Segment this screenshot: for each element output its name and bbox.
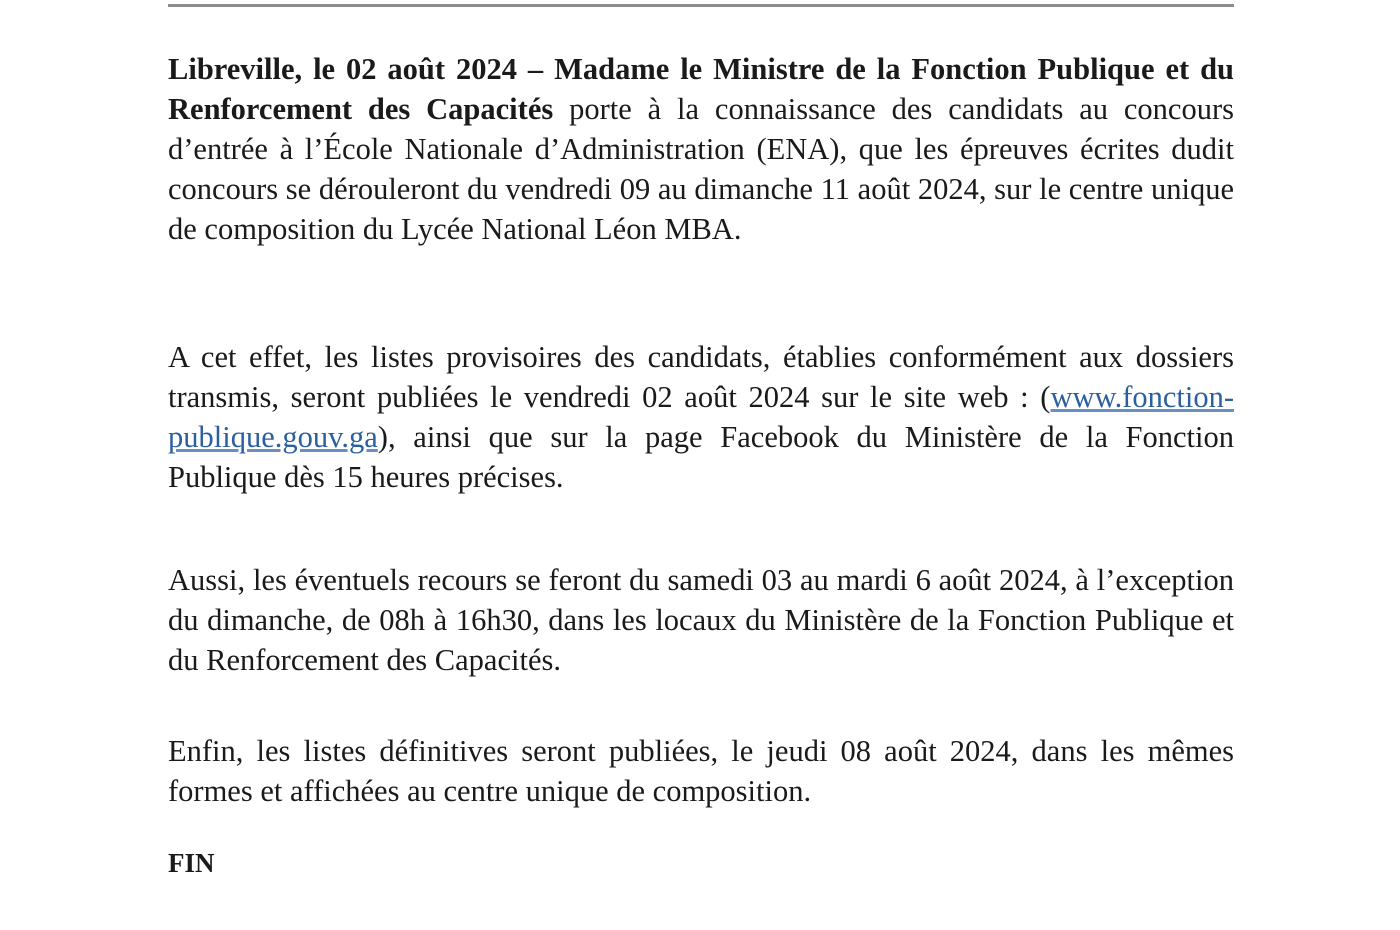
announcement-body: porte à la connaissance des candidats au concours d’entrée à l’École Nationale d’Administration (ENA), que les épreuves écrites dudit concours se dérouleront du vendredi 09 au dimanche 11 août 2024, sur le centre unique de composition du Lycée National Léon MBA. (168, 92, 1234, 246)
provisional-lists-text-end: ), ainsi que sur la page Facebook du Ministère de la Fonction Publique dès 15 heures précises. (168, 420, 1234, 494)
paragraph-announcement (168, 49, 1234, 249)
end-mark: FIN (168, 848, 215, 878)
paragraph-provisional-lists (168, 337, 1234, 497)
provisional-lists-text: A cet effet, les listes provisoires des candidats, établies conformément aux dossiers transmis, seront publiées le vendredi 02 août 2024 sur le site web : ( (168, 340, 1234, 414)
paragraph-appeals: Aussi, les éventuels recours se feront du samedi 03 au mardi 6 août 2024, à l’exception du dimanche, de 08h à 16h30, dans les locaux du Ministère de la Fonction Publique et du Renforcement des Capacités. (168, 563, 1234, 677)
ministry-website-link[interactable]: www.fonction-publique.gouv.ga (168, 380, 1234, 454)
paragraph-final-lists: Enfin, les listes définitives seront publiées, le jeudi 08 août 2024, dans les mêmes formes et affichées au centre unique de composition. (168, 734, 1234, 808)
header-divider (168, 4, 1234, 7)
announcement-lead: Libreville, le 02 août 2024 – Madame le Ministre de la Fonction Publique et du Renforcement des Capacités (168, 52, 1234, 126)
